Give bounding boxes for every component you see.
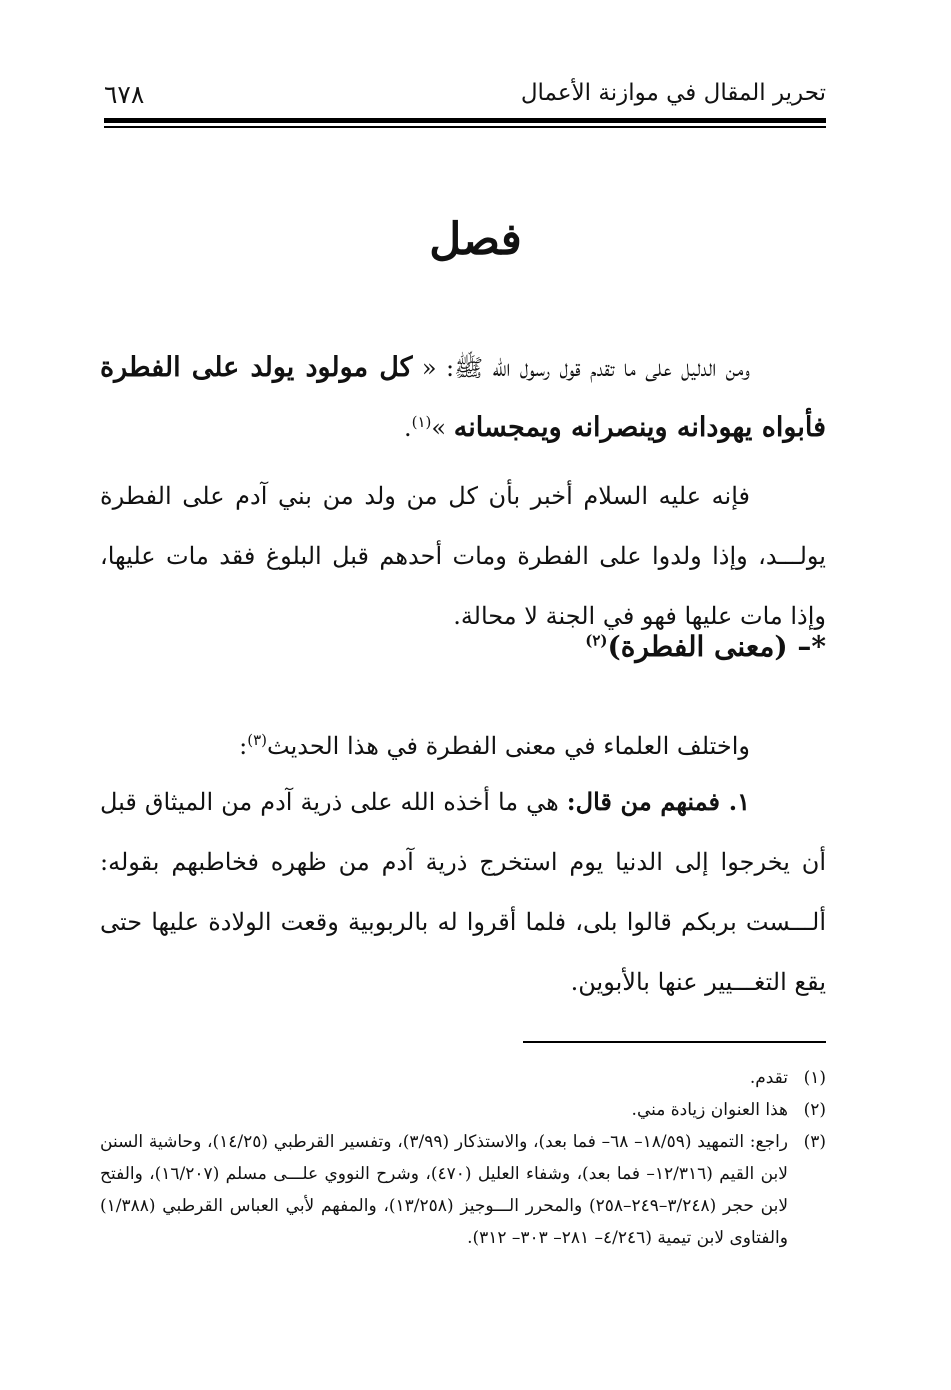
footnote-number: (٣) <box>803 1132 826 1152</box>
running-header <box>104 76 826 116</box>
footnote-text: هذا العنوان زيادة مني. <box>631 1100 788 1120</box>
footnote-text: تقدم. <box>749 1068 788 1088</box>
quote-close: » <box>431 414 447 442</box>
paragraph-disagreement-text: واختلف العلماء في معنى الفطرة في هذا الحديث <box>267 732 750 760</box>
paragraph-opinion-1 <box>100 772 826 1012</box>
page-number: ٦٧٨ <box>104 80 145 109</box>
paragraph-explanation: فإنه عليه السلام أخبر بأن كل من ولد من بني آدم على الفطرة يولـــد، وإذا ولدوا على الفطرة ومات أحدهم قبل البلوغ فقد مات عليها، وإذا مات عليها فهو في الجنة لا محالة. <box>100 482 826 630</box>
header-rule-thick <box>104 118 826 123</box>
paragraph-disagreement-end: : <box>239 732 248 760</box>
paragraph-hadith <box>100 338 826 458</box>
paragraph-disagreement <box>100 716 826 776</box>
paragraph-end: . <box>403 414 412 442</box>
header-rule-thin <box>104 126 826 128</box>
footnote-number: (٢) <box>803 1100 826 1120</box>
footnote-number: (١) <box>803 1068 826 1088</box>
footnote-separator <box>523 1041 826 1043</box>
section-title: فصل <box>429 214 522 265</box>
footnote-ref-2[interactable]: (٢) <box>585 631 608 650</box>
footnotes <box>100 1062 826 1254</box>
footnote-3 <box>100 1126 826 1254</box>
opinion-lead: ١. فمنهم من قال: <box>566 787 750 816</box>
footnote-1 <box>100 1062 826 1094</box>
footnote-ref-1[interactable]: (١) <box>411 413 432 431</box>
subheading-text: *– (معنى الفطرة) <box>607 630 826 663</box>
footnote-text: راجع: التمهيد (١٨/٥٩– ٦٨– فما بعد)، والاستذكار (٣/٩٩)، وتفسير القرطبي (١٤/٢٥)، وحاشية السنن لابن القيم (١٢/٣١٦– فما بعد)، وشفاء العليل (٤٧٠)، وشرح النووي علـــى مسلم (١٦/٢٠٧)، والفتح لابن حجر (٣/٢٤٨–٢٤٩–٢٥٨) والمحرر الـــوجيز (١٣/٢٥٨)، والمفهم لأبي العباس القرطبي (١/٣٨٨) والفتاوى لابن تيمية (٤/٢٤٦– ٢٨١– ٣٠٣– ٣١٢). <box>100 1132 789 1248</box>
subheading-fitra <box>585 630 826 663</box>
footnote-ref-3[interactable]: (٣) <box>247 731 267 749</box>
book-title: تحرير المقال في موازنة الأعمال <box>520 80 826 106</box>
opinion-text: هي ما أخذه الله على ذرية آدم من الميثاق قبل أن يخرجوا إلى الدنيا يوم استخرج ذرية آدم من ظهره فخاطبهم بقوله: ألـــست بربكم قالوا بلى، فلما أقروا له بالربوبية وقعت الولادة عليها حتى يقع التغـــيير عنها بالأبوين. <box>100 788 826 996</box>
hadith-quote: كل مولود يولد على الفطرة فأبواه يهودانه وينصرانه ويمجسانه <box>100 352 826 443</box>
footnote-2 <box>100 1094 826 1126</box>
paragraph-intro: ومن الدليل على ما تقدم قول رسول الله ﷺ: « <box>421 354 750 382</box>
